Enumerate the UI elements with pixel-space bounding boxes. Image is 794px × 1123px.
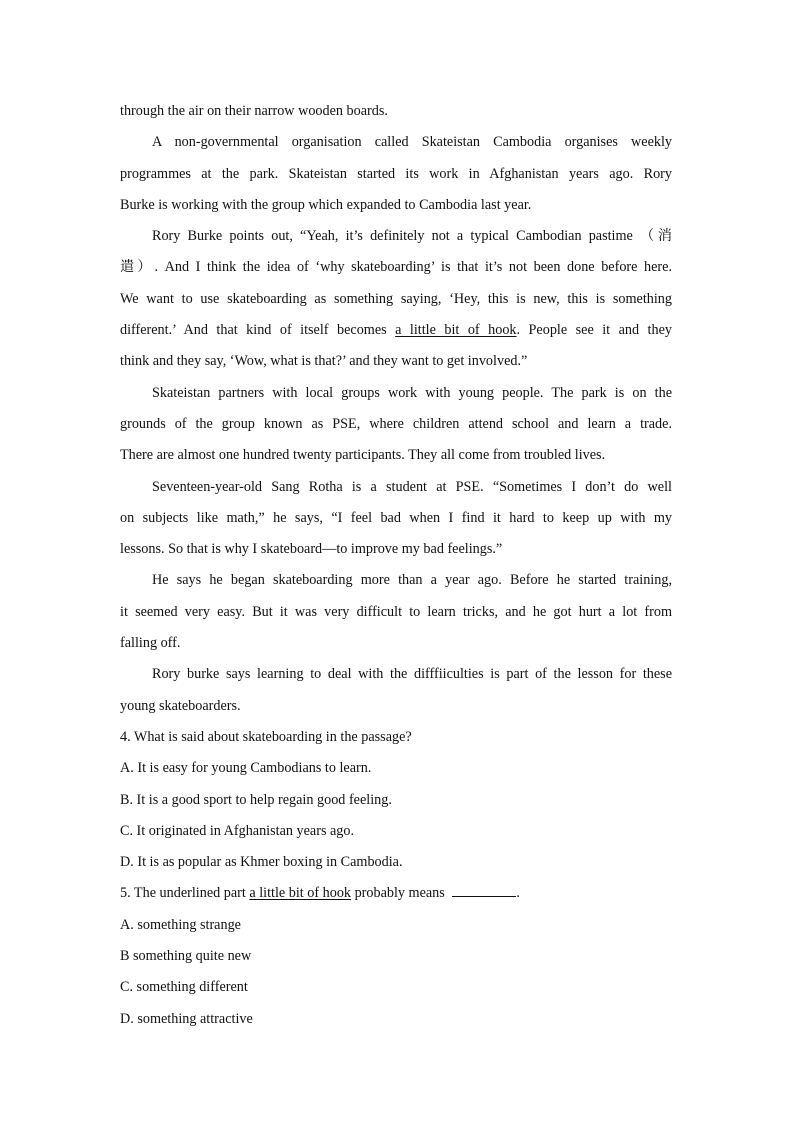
- paragraph-line: Rory burke says learning to deal with the difffiiculties is part of the lesson for these: [152, 666, 672, 683]
- paragraph-line: 遣）. And I think the idea of ‘why skateboarding’ is that it’s not been done before here.: [120, 259, 672, 276]
- paragraph-line: A non-governmental organisation called Skateistan Cambodia organises weekly: [152, 134, 672, 151]
- paragraph-line: young skateboarders.: [120, 697, 241, 714]
- answer-blank: [452, 882, 516, 897]
- paragraph-line: Rory Burke points out, “Yeah, it’s definitely not a typical Cambodian pastime （消: [152, 228, 672, 245]
- answer-option: C. something different: [120, 979, 248, 996]
- paragraph-line: Skateistan partners with local groups work with young people. The park is on the: [152, 384, 672, 401]
- question-stem: [120, 878, 672, 909]
- answer-option: A. It is easy for young Cambodians to learn.: [120, 760, 372, 777]
- paragraph-line: We want to use skateboarding as something saying, ‘Hey, this is new, this is something: [120, 290, 672, 307]
- answer-option: A. something strange: [120, 916, 241, 933]
- question-stem: 4. What is said about skateboarding in the passage?: [120, 728, 412, 745]
- answer-option: B. It is a good sport to help regain good feeling.: [120, 791, 392, 808]
- document-body: [120, 96, 672, 1035]
- paragraph-line: There are almost one hundred twenty participants. They all come from troubled lives.: [120, 447, 606, 464]
- paragraph-line: lessons. So that is why I skateboard—to improve my bad feelings.”: [120, 541, 503, 558]
- paragraph-line: programmes at the park. Skateistan started its work in Afghanistan years ago. Rory: [120, 165, 672, 182]
- paragraph-line: on subjects like math,” he says, “I feel bad when I find it hard to keep up with my: [120, 509, 672, 526]
- underlined-phrase: a little bit of hook: [395, 322, 517, 339]
- paragraph-line: Seventeen-year-old Sang Rotha is a student at PSE. “Sometimes I don’t do well: [152, 478, 672, 495]
- text-span: different.’ And that kind of itself becomes: [120, 322, 396, 339]
- underlined-phrase: a little bit of hook: [249, 885, 352, 902]
- answer-option: B something quite new: [120, 948, 252, 965]
- paragraph-line: grounds of the group known as PSE, where children attend school and learn a trade.: [120, 415, 672, 432]
- paragraph-line: falling off.: [120, 635, 181, 652]
- paragraph-line: Burke is working with the group which expanded to Cambodia last year.: [120, 196, 532, 213]
- text-span: probably means: [351, 885, 449, 902]
- paragraph-line: through the air on their narrow wooden boards.: [120, 103, 388, 119]
- paragraph-line: [120, 315, 672, 346]
- text-span: . People see it and they: [516, 322, 672, 339]
- text-span: .: [516, 885, 520, 902]
- answer-option: D. something attractive: [120, 1010, 253, 1027]
- paragraph-line: it seemed very easy. But it was very difficult to learn tricks, and he got hurt a lot from: [120, 603, 672, 620]
- paragraph-line: He says he began skateboarding more than a year ago. Before he started training,: [152, 572, 672, 589]
- answer-option: D. It is as popular as Khmer boxing in Cambodia.: [120, 854, 403, 871]
- paragraph-line: think and they say, ‘Wow, what is that?’ and they want to get involved.”: [120, 353, 528, 370]
- answer-option: C. It originated in Afghanistan years ago.: [120, 822, 355, 839]
- text-span: 5. The underlined part: [120, 885, 250, 902]
